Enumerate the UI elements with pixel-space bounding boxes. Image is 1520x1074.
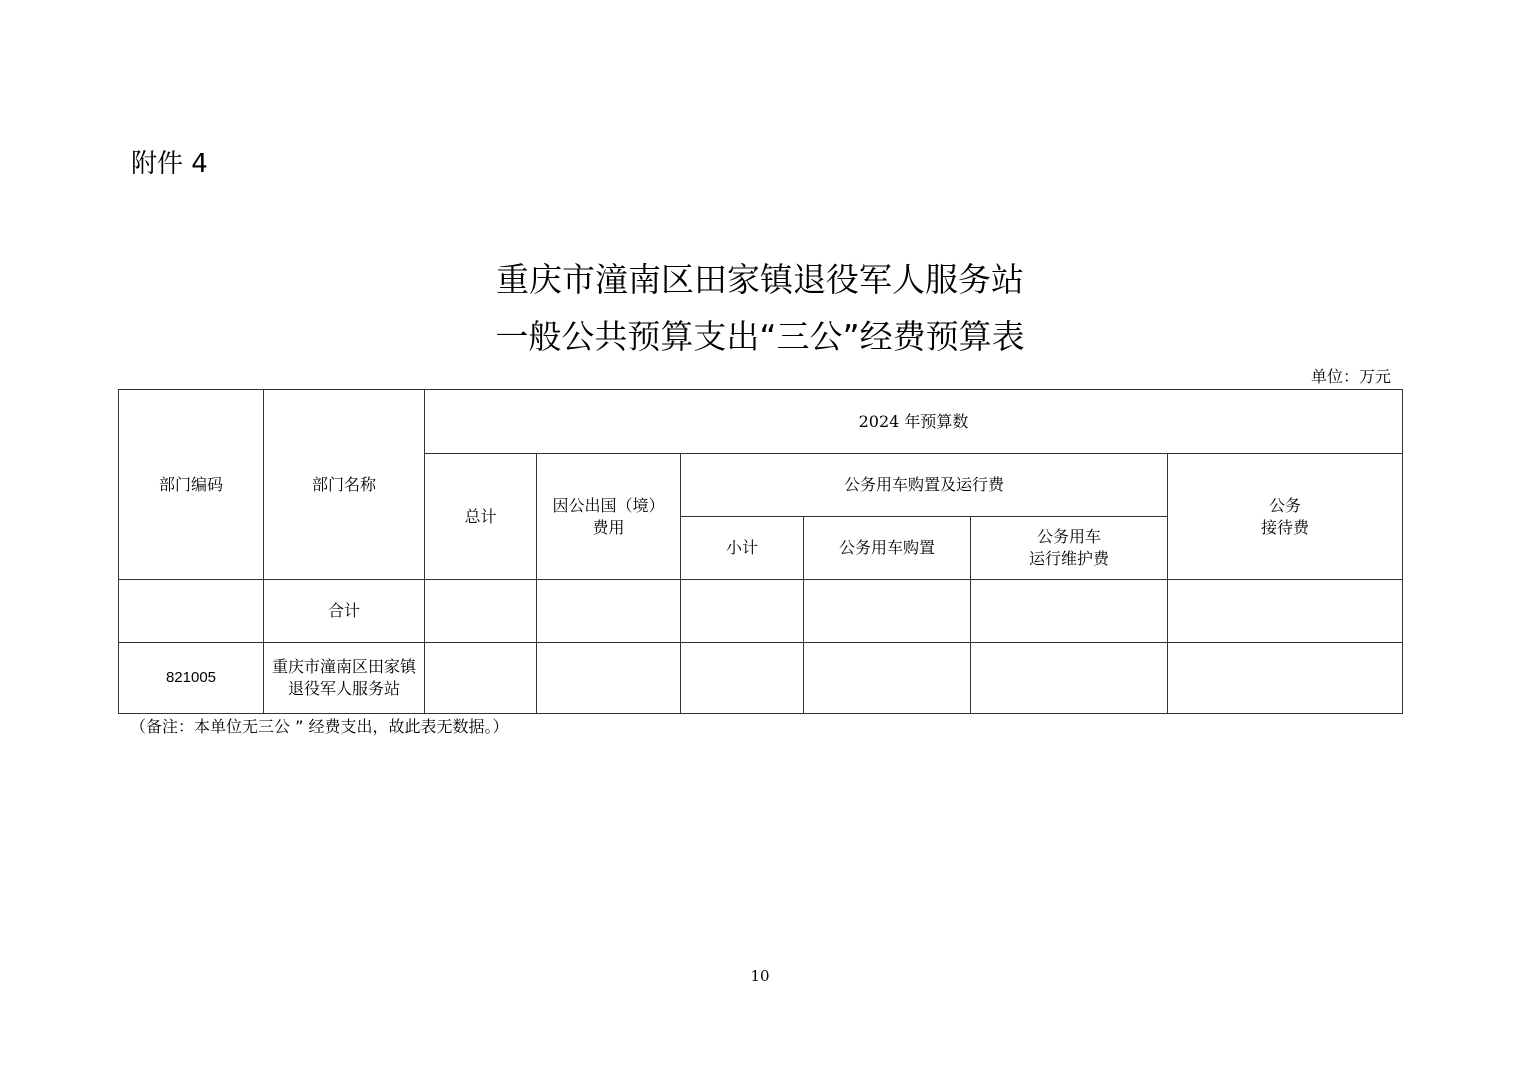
attachment-label: 附件 4 <box>131 149 208 179</box>
header-overseas <box>537 454 681 580</box>
header-total: 总计 <box>425 454 537 580</box>
header-subtotal: 小计 <box>681 517 804 580</box>
cell-vehicle-purchase <box>804 580 971 643</box>
cell-total <box>425 580 537 643</box>
page-title-line1: 重庆市潼南区田家镇退役军人服务站 <box>496 260 1024 299</box>
cell-vehicle-maint <box>971 580 1168 643</box>
cell-total <box>425 643 537 714</box>
header-vehicle-maint-line1: 公务用车 <box>1036 527 1101 546</box>
budget-table <box>118 389 1403 714</box>
cell-vehicle-purchase <box>804 643 971 714</box>
page-title-line2: 一般公共预算支出“三公”经费预算表 <box>495 317 1025 356</box>
cell-code: 821005 <box>119 643 264 714</box>
cell-overseas <box>537 643 681 714</box>
table-row-total <box>119 580 1403 643</box>
cell-subtotal <box>681 580 804 643</box>
cell-name: 重庆市潼南区田家镇退役军人服务站 <box>264 643 425 714</box>
cell-reception <box>1168 580 1403 643</box>
cell-name: 合计 <box>264 580 425 643</box>
cell-subtotal <box>681 643 804 714</box>
unit-label: 单位：万元 <box>1310 367 1391 386</box>
cell-code <box>119 580 264 643</box>
header-overseas-line2: 费用 <box>592 517 625 537</box>
header-reception <box>1168 454 1403 580</box>
header-vehicle-maint <box>971 517 1168 580</box>
header-dept-code: 部门编码 <box>119 390 264 580</box>
header-reception-line1: 公务 <box>1269 495 1302 515</box>
header-vehicle-purchase: 公务用车购置 <box>804 517 971 580</box>
table-row-dept <box>119 643 1403 714</box>
header-budget-year: 2024 年预算数 <box>425 390 1403 454</box>
page-number: 10 <box>750 967 770 985</box>
header-reception-line2: 接待费 <box>1261 517 1310 537</box>
cell-overseas <box>537 580 681 643</box>
header-overseas-line1: 因公出国（境） <box>552 495 665 515</box>
cell-reception <box>1168 643 1403 714</box>
cell-vehicle-maint <box>971 643 1168 714</box>
header-vehicle-group: 公务用车购置及运行费 <box>681 454 1168 517</box>
header-vehicle-maint-line2: 运行维护费 <box>1028 549 1109 568</box>
footnote: （备注：本单位无三公 ” 经费支出，故此表无数据。） <box>130 717 509 736</box>
header-dept-name: 部门名称 <box>264 390 425 580</box>
